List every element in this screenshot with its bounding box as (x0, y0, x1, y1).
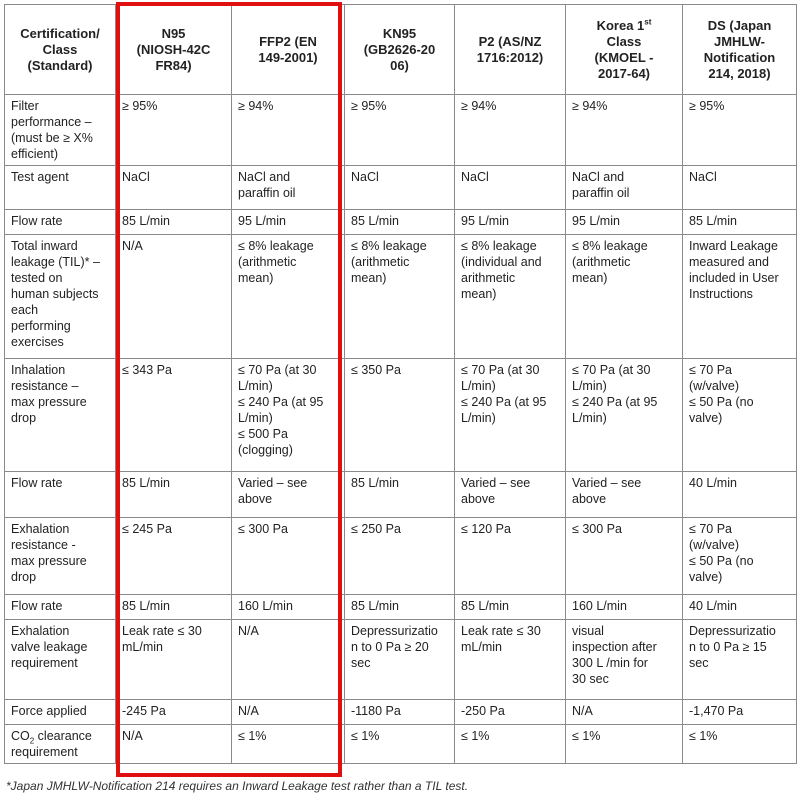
table-cell: 40 L/min (683, 595, 797, 620)
table-cell: ≥ 94% (455, 95, 566, 166)
table-cell: ≤ 70 Pa (w/valve) ≤ 50 Pa (no valve) (683, 359, 797, 472)
table-cell: -1180 Pa (345, 700, 455, 725)
table-cell: Leak rate ≤ 30 mL/min (116, 620, 232, 700)
table-cell: Varied – see above (455, 472, 566, 518)
table-cell: NaCl (345, 166, 455, 210)
header-korea (566, 5, 683, 95)
table-cell: 85 L/min (455, 595, 566, 620)
table-cell: ≤ 8% leakage (individual and arithmetic mean) (455, 235, 566, 359)
table-cell: ≤ 1% (566, 725, 683, 764)
table-cell: -1,470 Pa (683, 700, 797, 725)
header-korea-post: Class (KMOEL - 2017-64) (594, 33, 654, 81)
table-cell: ≤ 120 Pa (455, 518, 566, 595)
header-kn95 (345, 5, 455, 95)
table-row (5, 595, 797, 620)
row-label-pre: CO (11, 729, 30, 743)
row-label: Exhalation valve leakage requirement (5, 620, 116, 700)
table-cell: NaCl (455, 166, 566, 210)
table-cell: N/A (116, 725, 232, 764)
table-cell: Depressurizatio n to 0 Pa ≥ 20 sec (345, 620, 455, 700)
table-cell: ≤ 70 Pa (at 30 L/min) ≤ 240 Pa (at 95 L/min) ≤ 500 Pa (clogging) (232, 359, 345, 472)
row-label: Flow rate (5, 472, 116, 518)
table-cell: ≥ 95% (345, 95, 455, 166)
respirator-standards-table (4, 4, 797, 764)
header-kn95-text: KN95 (GB2626-20 06) (363, 25, 436, 73)
footnote: *Japan JMHLW-Notification 214 requires an Inward Leakage test rather than a TIL test. (6, 779, 469, 793)
table-cell: ≤ 245 Pa (116, 518, 232, 595)
row-label-post: clearance requirement (11, 729, 92, 759)
table-cell: 85 L/min (345, 472, 455, 518)
table-cell: ≤ 1% (455, 725, 566, 764)
row-label (5, 725, 116, 764)
table-cell: Varied – see above (232, 472, 345, 518)
row-label-sub: 2 (29, 736, 35, 746)
table-cell: 85 L/min (116, 210, 232, 235)
table-cell: 40 L/min (683, 472, 797, 518)
table-row (5, 95, 797, 166)
table-body (5, 95, 797, 764)
table-cell: N/A (232, 620, 345, 700)
table-cell: ≥ 94% (232, 95, 345, 166)
table-cell: Leak rate ≤ 30 mL/min (455, 620, 566, 700)
table-row (5, 210, 797, 235)
table-cell: ≤ 8% leakage (arithmetic mean) (345, 235, 455, 359)
table-row (5, 359, 797, 472)
table-cell: ≤ 300 Pa (232, 518, 345, 595)
header-ds (683, 5, 797, 95)
table-cell: ≤ 1% (345, 725, 455, 764)
table-cell: 85 L/min (345, 210, 455, 235)
table-cell: NaCl and paraffin oil (566, 166, 683, 210)
row-label: Flow rate (5, 210, 116, 235)
table-cell: ≤ 343 Pa (116, 359, 232, 472)
table-cell: ≥ 94% (566, 95, 683, 166)
table-row (5, 235, 797, 359)
table-cell: NaCl (116, 166, 232, 210)
table-cell: ≤ 350 Pa (345, 359, 455, 472)
table-cell: ≤ 70 Pa (w/valve) ≤ 50 Pa (no valve) (683, 518, 797, 595)
table-cell: 95 L/min (232, 210, 345, 235)
table-cell: ≤ 1% (683, 725, 797, 764)
header-ds-text: DS (Japan JMHLW- Notification 214, 2018) (703, 17, 776, 81)
table-row (5, 700, 797, 725)
table-cell: NaCl and paraffin oil (232, 166, 345, 210)
table-cell: -245 Pa (116, 700, 232, 725)
table-cell: ≤ 70 Pa (at 30 L/min) ≤ 240 Pa (at 95 L/min) (455, 359, 566, 472)
table-row (5, 725, 797, 764)
table-cell: ≤ 70 Pa (at 30 L/min) ≤ 240 Pa (at 95 L/min) (566, 359, 683, 472)
header-n95-text: N95 (NIOSH-42C FR84) (136, 25, 211, 73)
table-cell: N/A (566, 700, 683, 725)
header-ffp2-text: FFP2 (EN 149-2001) (258, 33, 318, 65)
table-cell: 85 L/min (116, 472, 232, 518)
table-cell: 160 L/min (566, 595, 683, 620)
header-n95 (116, 5, 232, 95)
table-row (5, 518, 797, 595)
table-cell: 85 L/min (116, 595, 232, 620)
header-ffp2 (232, 5, 345, 95)
header-korea-text (595, 18, 654, 81)
row-label: Total inward leakage (TIL)* – tested on human subjects each performing exercises (5, 235, 116, 359)
row-label: Test agent (5, 166, 116, 210)
row-label: Inhalation resistance – max pressure drop (5, 359, 116, 472)
table-cell: N/A (116, 235, 232, 359)
table-cell: 160 L/min (232, 595, 345, 620)
table-cell: ≤ 1% (232, 725, 345, 764)
table-cell: ≤ 300 Pa (566, 518, 683, 595)
header-label (5, 5, 116, 95)
table-cell: ≤ 8% leakage (arithmetic mean) (566, 235, 683, 359)
table-cell: 85 L/min (683, 210, 797, 235)
table-cell: 85 L/min (345, 595, 455, 620)
table-cell: N/A (232, 700, 345, 725)
table-cell: Inward Leakage measured and included in User Instructions (683, 235, 797, 359)
table-cell: ≤ 250 Pa (345, 518, 455, 595)
table-cell: 95 L/min (455, 210, 566, 235)
row-label: Flow rate (5, 595, 116, 620)
header-korea-pre: Korea 1 (596, 17, 645, 33)
table-row (5, 472, 797, 518)
table-cell: visual inspection after 300 L /min for 30 sec (566, 620, 683, 700)
table-cell: Varied – see above (566, 472, 683, 518)
table-cell: -250 Pa (455, 700, 566, 725)
header-korea-sup: st (644, 17, 652, 27)
header-row (5, 5, 797, 95)
table-row (5, 620, 797, 700)
row-label: Exhalation resistance - max pressure drop (5, 518, 116, 595)
table-row (5, 166, 797, 210)
table-cell: NaCl (683, 166, 797, 210)
header-p2-text: P2 (AS/NZ 1716:2012) (476, 33, 544, 65)
header-label-text: Certification/ Class (Standard) (20, 25, 100, 73)
table-cell: ≤ 8% leakage (arithmetic mean) (232, 235, 345, 359)
row-label: Filter performance – (must be ≥ X% efficient) (5, 95, 116, 166)
table-cell: 95 L/min (566, 210, 683, 235)
table-cell: Depressurizatio n to 0 Pa ≥ 15 sec (683, 620, 797, 700)
header-p2 (455, 5, 566, 95)
row-label: Force applied (5, 700, 116, 725)
table-cell: ≥ 95% (683, 95, 797, 166)
table-cell: ≥ 95% (116, 95, 232, 166)
